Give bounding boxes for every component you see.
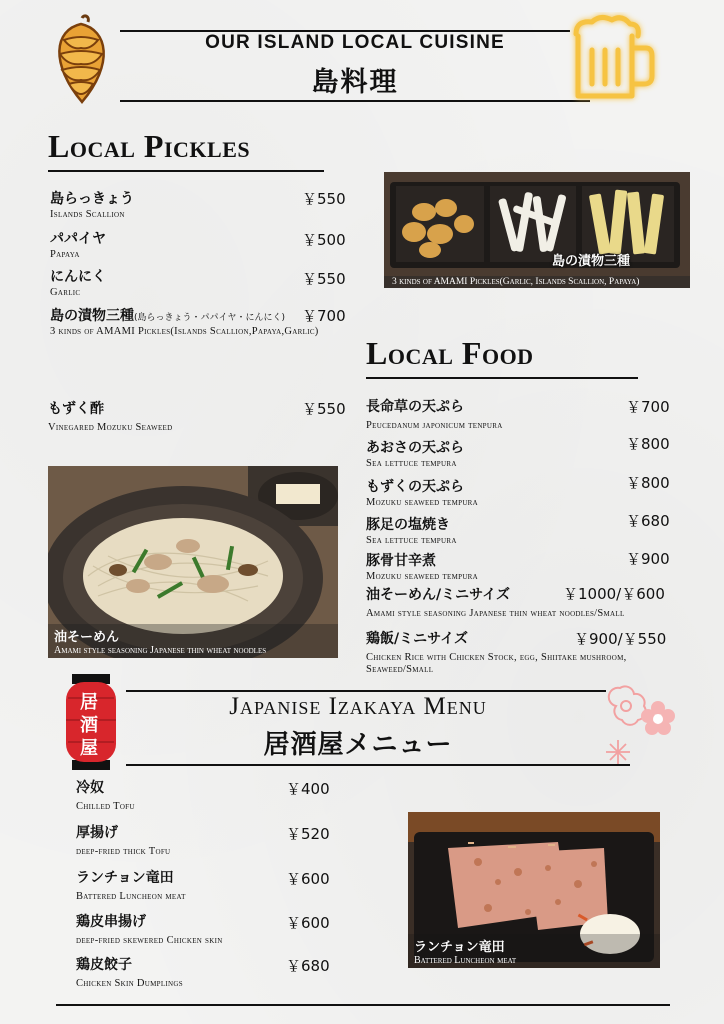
item-name-en: Chicken Rice with Chicken Stock, egg, Shiitake mushroom, (366, 652, 627, 663)
mozuku-item (48, 398, 172, 433)
izakaya-item (76, 954, 183, 989)
item-name-en: Chicken Skin Dumplings (76, 978, 183, 989)
item-name-en: deep-fried skewered Chicken skin (76, 935, 223, 946)
item-name-en: deep-fried thick Tofu (76, 846, 171, 857)
item-name-en: Islands Scallion (50, 209, 125, 220)
pickle-item (50, 305, 319, 337)
izakaya-title-en: Japanise Izakaya Menu (229, 693, 487, 720)
pickle-item (50, 266, 106, 298)
item-price: ￥550 (302, 190, 346, 208)
plum-blossom-icon (592, 680, 682, 766)
item-price: ￥600 (286, 914, 330, 932)
beer-mug-icon (562, 12, 662, 108)
item-price: ￥800 (626, 474, 670, 492)
item-name-jp: 豚骨甘辛煮 (366, 553, 436, 569)
lantern-char: 屋 (80, 738, 98, 759)
item-name-en: Mozuku seaweed tempura (366, 571, 479, 582)
pickle-item (50, 188, 134, 220)
item-name-jp: もずく酢 (48, 401, 104, 417)
local-food-item (366, 550, 478, 582)
item-name-en: Papaya (50, 249, 80, 260)
item-name-en: Battered Luncheon meat (76, 891, 186, 902)
pickles-photo-art (384, 172, 690, 288)
local-food-section-title: Local Food (366, 335, 534, 371)
luncheon-photo-caption-jp: ランチョン竜田 (414, 940, 505, 955)
izakaya-item (76, 867, 186, 902)
somen-photo-caption-jp: 油そーめん (54, 630, 120, 645)
item-name-jp: 鶏皮串揚げ (76, 914, 146, 930)
item-name-en: Sea lettuce tempura (366, 458, 457, 469)
item-price: ￥400 (286, 780, 330, 798)
item-name-en: Amami style seasoning Japanese thin wheat noodles/Small (366, 608, 625, 619)
item-name-en-cont: Seaweed/Small (366, 664, 434, 675)
izakaya-bottom-rule (126, 764, 630, 766)
header-title-jp: 島料理 (311, 67, 399, 98)
local-food-item (366, 437, 464, 469)
izakaya-item (76, 911, 223, 946)
izakaya-title-jp: 居酒屋メニュー (263, 730, 453, 760)
item-name-jp: 鶏皮餃子 (76, 957, 132, 973)
header-title-en: OUR ISLAND LOCAL CUISINE (205, 32, 505, 53)
item-name-jp: 豚足の塩焼き (366, 517, 450, 533)
somen-photo (48, 466, 338, 658)
item-price: ￥900/￥550 (574, 630, 667, 648)
pickle-item (50, 228, 106, 260)
item-name-jp: 鶏飯/ミニサイズ (366, 631, 468, 647)
local-food-item (366, 514, 457, 546)
item-name-jp: もずくの天ぷら (366, 479, 464, 495)
item-price: ￥550 (302, 270, 346, 288)
local-food-item (366, 476, 478, 508)
pickles-title-rule (48, 170, 324, 172)
item-price: ￥500 (302, 231, 346, 249)
item-price: ￥800 (626, 435, 670, 453)
item-name-jp: 島の漬物三種 (50, 308, 134, 324)
luncheon-photo-caption-en: Battered Luncheon meat (414, 955, 517, 966)
item-name-jp: 冷奴 (76, 780, 104, 796)
item-price: ￥550 (302, 400, 346, 418)
izakaya-top-rule (126, 690, 606, 692)
local-food-item (366, 396, 503, 431)
item-name-jp: パパイヤ (50, 231, 106, 247)
item-price: ￥600 (286, 870, 330, 888)
item-name-en: Garlic (50, 287, 81, 298)
pickles-photo-caption-en: 3 kinds of AMAMI Pickles(Garlic, Islands Scallion, Papaya) (392, 277, 640, 287)
item-name-jp: 島らっきょう (50, 191, 134, 207)
item-name-jp: 油そーめん/ミニサイズ (366, 587, 510, 603)
footer-rule (56, 1004, 670, 1006)
item-price: ￥680 (286, 957, 330, 975)
pickles-photo-caption-jp: 島の漬物三種 (552, 254, 631, 269)
header-bottom-rule (120, 100, 590, 102)
pickles-section-title: Local Pickles (48, 128, 251, 164)
item-name-en: Mozuku seaweed tempura (366, 497, 479, 508)
item-price: ￥700 (626, 398, 670, 416)
somen-photo-caption-en: Amami style seasoning Japanese thin wheat noodles (54, 645, 267, 656)
item-name-en: Sea lettuce tempura (366, 535, 457, 546)
somen-photo-caption-bar (48, 624, 338, 658)
izakaya-item (76, 777, 135, 812)
item-name-jp: にんにく (50, 269, 106, 285)
item-name-jp: ランチョン竜田 (76, 870, 174, 886)
item-price: ￥520 (286, 825, 330, 843)
hop-icon (44, 14, 118, 106)
luncheon-photo (408, 812, 660, 968)
item-price: ￥700 (302, 307, 346, 325)
local-food-title-rule (366, 377, 638, 379)
item-name-jp: あおさの天ぷら (366, 440, 464, 456)
pickles-photo-caption-bar (384, 276, 690, 288)
item-price: ￥900 (626, 550, 670, 568)
izakaya-item (76, 822, 170, 857)
item-name-jp: 厚揚げ (76, 825, 118, 841)
item-name-en: Peucedanum japonicum tenpura (366, 420, 503, 431)
pickles-photo (384, 172, 690, 288)
lantern-char: 酒 (80, 715, 98, 736)
item-price: ￥1000/￥600 (563, 585, 665, 603)
lantern-char: 居 (80, 692, 98, 713)
item-name-en: 3 kinds of AMAMI Pickles(Islands Scallion,Papaya,Garlic) (50, 326, 319, 337)
item-name-en: Vinegared Mozuku Seaweed (48, 422, 173, 433)
item-name-jp: 長命草の天ぷら (366, 399, 464, 415)
item-note-jp: (島らっきょう・パパイヤ・にんにく) (134, 313, 286, 323)
item-price: ￥680 (626, 512, 670, 530)
item-name-en: Chilled Tofu (76, 801, 135, 812)
luncheon-photo-caption-bar (408, 934, 660, 968)
